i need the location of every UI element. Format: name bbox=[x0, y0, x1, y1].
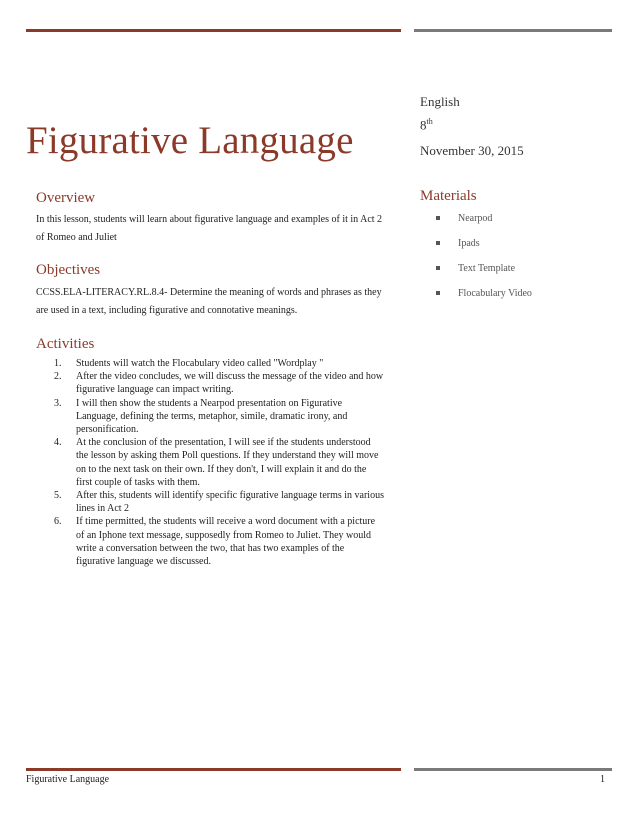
activity-text: After the video concludes, we will discuss the message of the video and how figurative language can impact writing. bbox=[76, 371, 384, 396]
material-label: Text Template bbox=[458, 263, 516, 274]
document-title: Figurative Language bbox=[26, 119, 354, 162]
activity-item bbox=[54, 397, 384, 437]
material-item bbox=[436, 262, 532, 287]
material-label: Ipads bbox=[458, 238, 480, 249]
subject-label: English bbox=[420, 94, 460, 109]
material-label: Nearpod bbox=[458, 213, 493, 224]
activity-item bbox=[54, 515, 384, 568]
overview-text: In this lesson, students will learn about figurative language and examples of it in Act 2 of Romeo and Juliet bbox=[36, 214, 383, 243]
activity-text: At the conclusion of the presentation, I will see if the students understood the lesson by asking them Poll questions. If they understand they will move on to the next task on their own. If they don't, I will explain it and do the first couple of tasks with them. bbox=[76, 437, 379, 488]
material-item bbox=[436, 287, 532, 312]
top-rule-left bbox=[26, 29, 401, 32]
activity-text: After this, students will identify specific figurative language terms in various lines in Act 2 bbox=[76, 490, 384, 515]
square-bullet-icon bbox=[436, 291, 440, 295]
overview-heading: Overview bbox=[36, 190, 96, 206]
activity-text: If time permitted, the students will receive a word document with a picture of an Iphone text message, supposedly from Romeo to Juliet. They would write a conversation between the two, that has two examples of the figurative language we discussed. bbox=[76, 516, 376, 568]
page-number: 1 bbox=[600, 774, 605, 785]
material-label: Flocabulary Video bbox=[458, 288, 532, 299]
activity-item bbox=[54, 370, 384, 396]
grade-suffix: th bbox=[426, 117, 433, 126]
material-item bbox=[436, 237, 532, 262]
activity-text: I will then show the students a Nearpod presentation on Figurative Language, defining the terms, metaphor, simile, dramatic irony, and personification. bbox=[76, 397, 348, 436]
activity-number: 4. bbox=[54, 437, 62, 449]
activity-number: 5. bbox=[54, 490, 62, 502]
activity-item bbox=[54, 357, 384, 370]
grade-number: 8 bbox=[420, 117, 427, 133]
top-rule-right bbox=[414, 29, 612, 32]
square-bullet-icon bbox=[436, 241, 440, 245]
bottom-rule-left bbox=[26, 768, 401, 771]
material-item bbox=[436, 212, 532, 237]
footer-title: Figurative Language bbox=[26, 774, 110, 785]
activity-number: 3. bbox=[54, 397, 62, 409]
activity-number: 2. bbox=[54, 371, 62, 383]
activities-heading: Activities bbox=[36, 336, 95, 352]
activity-item bbox=[54, 436, 384, 489]
square-bullet-icon bbox=[436, 266, 440, 270]
objectives-text: CCSS.ELA-LITERACY.RL.8.4- Determine the meaning of words and phrases as they are used in a text, including figurative and connotative meanings. bbox=[36, 287, 382, 316]
objectives-heading: Objectives bbox=[36, 262, 101, 278]
materials-heading: Materials bbox=[420, 188, 477, 204]
activity-item bbox=[54, 489, 384, 515]
activity-number: 6. bbox=[54, 516, 62, 528]
activity-text: Students will watch the Flocabulary video called "Wordplay " bbox=[76, 358, 324, 369]
date-label: November 30, 2015 bbox=[420, 143, 524, 158]
materials-list bbox=[436, 212, 532, 312]
grade-label bbox=[420, 117, 433, 133]
square-bullet-icon bbox=[436, 216, 440, 220]
activities-list bbox=[54, 357, 384, 568]
activity-number: 1. bbox=[54, 358, 62, 369]
bottom-rule-right bbox=[414, 768, 612, 771]
